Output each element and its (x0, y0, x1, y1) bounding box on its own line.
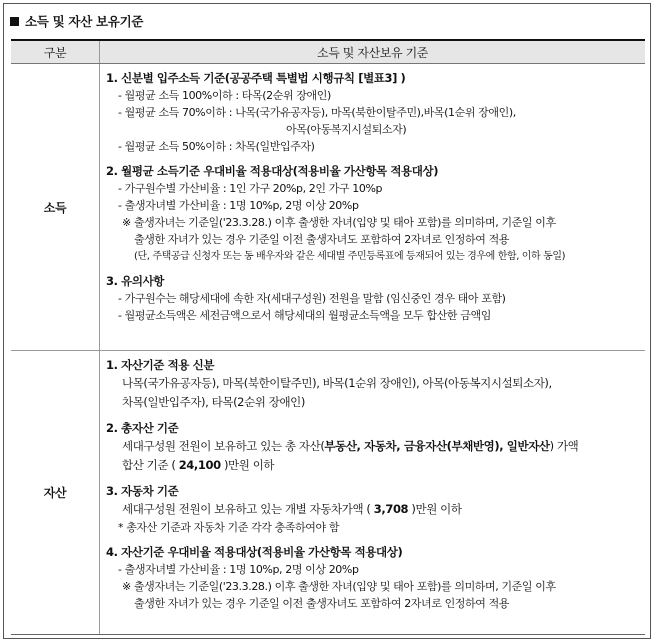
text-run: )만원 이하 (408, 502, 462, 516)
list-item-continuation: 아목(아동복지시설퇴소자) (286, 123, 407, 136)
text-run: 합산 기준 ( (122, 458, 179, 472)
note-continuation: 출생한 자녀가 있는 경우 기준일 이전 출생자녀도 포함하여 2자녀로 인정하여 적용 (134, 233, 510, 246)
square-bullet-icon (10, 17, 19, 26)
income-criteria (100, 64, 646, 351)
list-item: - 월평균 소득 70%이하 : 나목(국가유공자등), 마목(북한이탈주민),바목(1순위 장애인), (118, 106, 516, 119)
income-section-2 (106, 163, 645, 265)
section-title: 1. 자산기준 적용 신분 (106, 358, 215, 372)
asset-criteria (100, 351, 646, 635)
list-item (106, 437, 645, 456)
income-section-3 (106, 273, 645, 324)
note-condition: (단, 주택공급 신청자 또는 동 배우자와 같은 세대별 주민등록표에 등재되어 있는 경우에 한함, 이하 동일) (134, 251, 566, 262)
section-title: 2. 총자산 기준 (106, 421, 179, 435)
header-category: 구분 (11, 40, 100, 64)
car-value-limit: 3,708 (373, 502, 409, 516)
heading-text: 소득 및 자산 보유기준 (25, 14, 144, 29)
asset-types: 부동산, 자동차, 금융자산(부채반영), 일반자산 (324, 439, 550, 453)
list-item: - 출생자녀별 가산비율 : 1명 10%p, 2명 이상 20%p (118, 563, 359, 576)
list-item (106, 500, 645, 519)
criteria-table (11, 39, 645, 635)
income-category: 소득 (11, 64, 100, 351)
list-item: - 월평균 소득 100%이하 : 타목(2순위 장애인) (118, 89, 331, 102)
asset-section-4 (106, 544, 645, 612)
text-run: 세대구성원 전원이 보유하고 있는 개별 자동차가액 ( (122, 502, 374, 516)
asset-section-2 (106, 420, 645, 475)
note-continuation: 출생한 자녀가 있는 경우 기준일 이전 출생자녀도 포함하여 2자녀로 인정하여 적용 (134, 597, 510, 610)
table-header-row (11, 40, 645, 64)
list-item: 차목(일반입주자), 타목(2순위 장애인) (122, 395, 305, 409)
section-title: 3. 유의사항 (106, 274, 165, 288)
income-section-1 (106, 70, 645, 155)
text-run: )만원 이하 (220, 458, 275, 472)
list-item: 나목(국가유공자등), 마목(북한이탈주민), 바목(1순위 장애인), 아목(아동복지시설퇴소자), (122, 376, 552, 390)
total-asset-limit: 24,100 (178, 458, 221, 472)
list-item: - 가구원수별 가산비율 : 1인 가구 20%p, 2인 가구 10%p (118, 182, 383, 195)
note-line: * 총자산 기준과 자동차 기준 각각 충족하여야 함 (118, 521, 340, 534)
asset-section-3 (106, 483, 645, 536)
asset-section-1 (106, 357, 645, 412)
text-run: ) 가액 (549, 439, 579, 453)
note-line: ※ 출생자녀는 기준일('23.3.28.) 이후 출생한 자녀(입양 및 태아 포함)를 의미하며, 기준일 이후 (122, 216, 556, 229)
list-item (106, 456, 645, 475)
income-row (11, 64, 645, 351)
asset-row (11, 351, 645, 635)
section-heading (10, 12, 143, 30)
section-title: 4. 자산기준 우대비율 적용대상(적용비율 가산항목 적용대상) (106, 545, 403, 559)
list-item: - 월평균 소득 50%이하 : 차목(일반입주자) (118, 140, 315, 153)
asset-category: 자산 (11, 351, 100, 635)
list-item: - 가구원수는 해당세대에 속한 자(세대구성원) 전원을 말함 (임신중인 경우 태아 포함) (118, 292, 506, 305)
header-criteria: 소득 및 자산보유 기준 (100, 40, 646, 64)
list-item: - 출생자녀별 가산비율 : 1명 10%p, 2명 이상 20%p (118, 199, 359, 212)
section-title: 3. 자동차 기준 (106, 484, 179, 498)
note-line: ※ 출생자녀는 기준일('23.3.28.) 이후 출생한 자녀(입양 및 태아 포함)를 의미하며, 기준일 이후 (122, 580, 556, 593)
list-item: - 월평균소득액은 세전금액으로서 해당세대의 월평균소득액을 모두 합산한 금액임 (118, 309, 491, 322)
text-run: 세대구성원 전원이 보유하고 있는 총 자산( (122, 439, 325, 453)
section-title: 1. 신분별 입주소득 기준(공공주택 특별법 시행규칙 [별표3] ) (106, 71, 406, 85)
section-title: 2. 월평균 소득기준 우대비율 적용대상(적용비율 가산항목 적용대상) (106, 164, 439, 178)
